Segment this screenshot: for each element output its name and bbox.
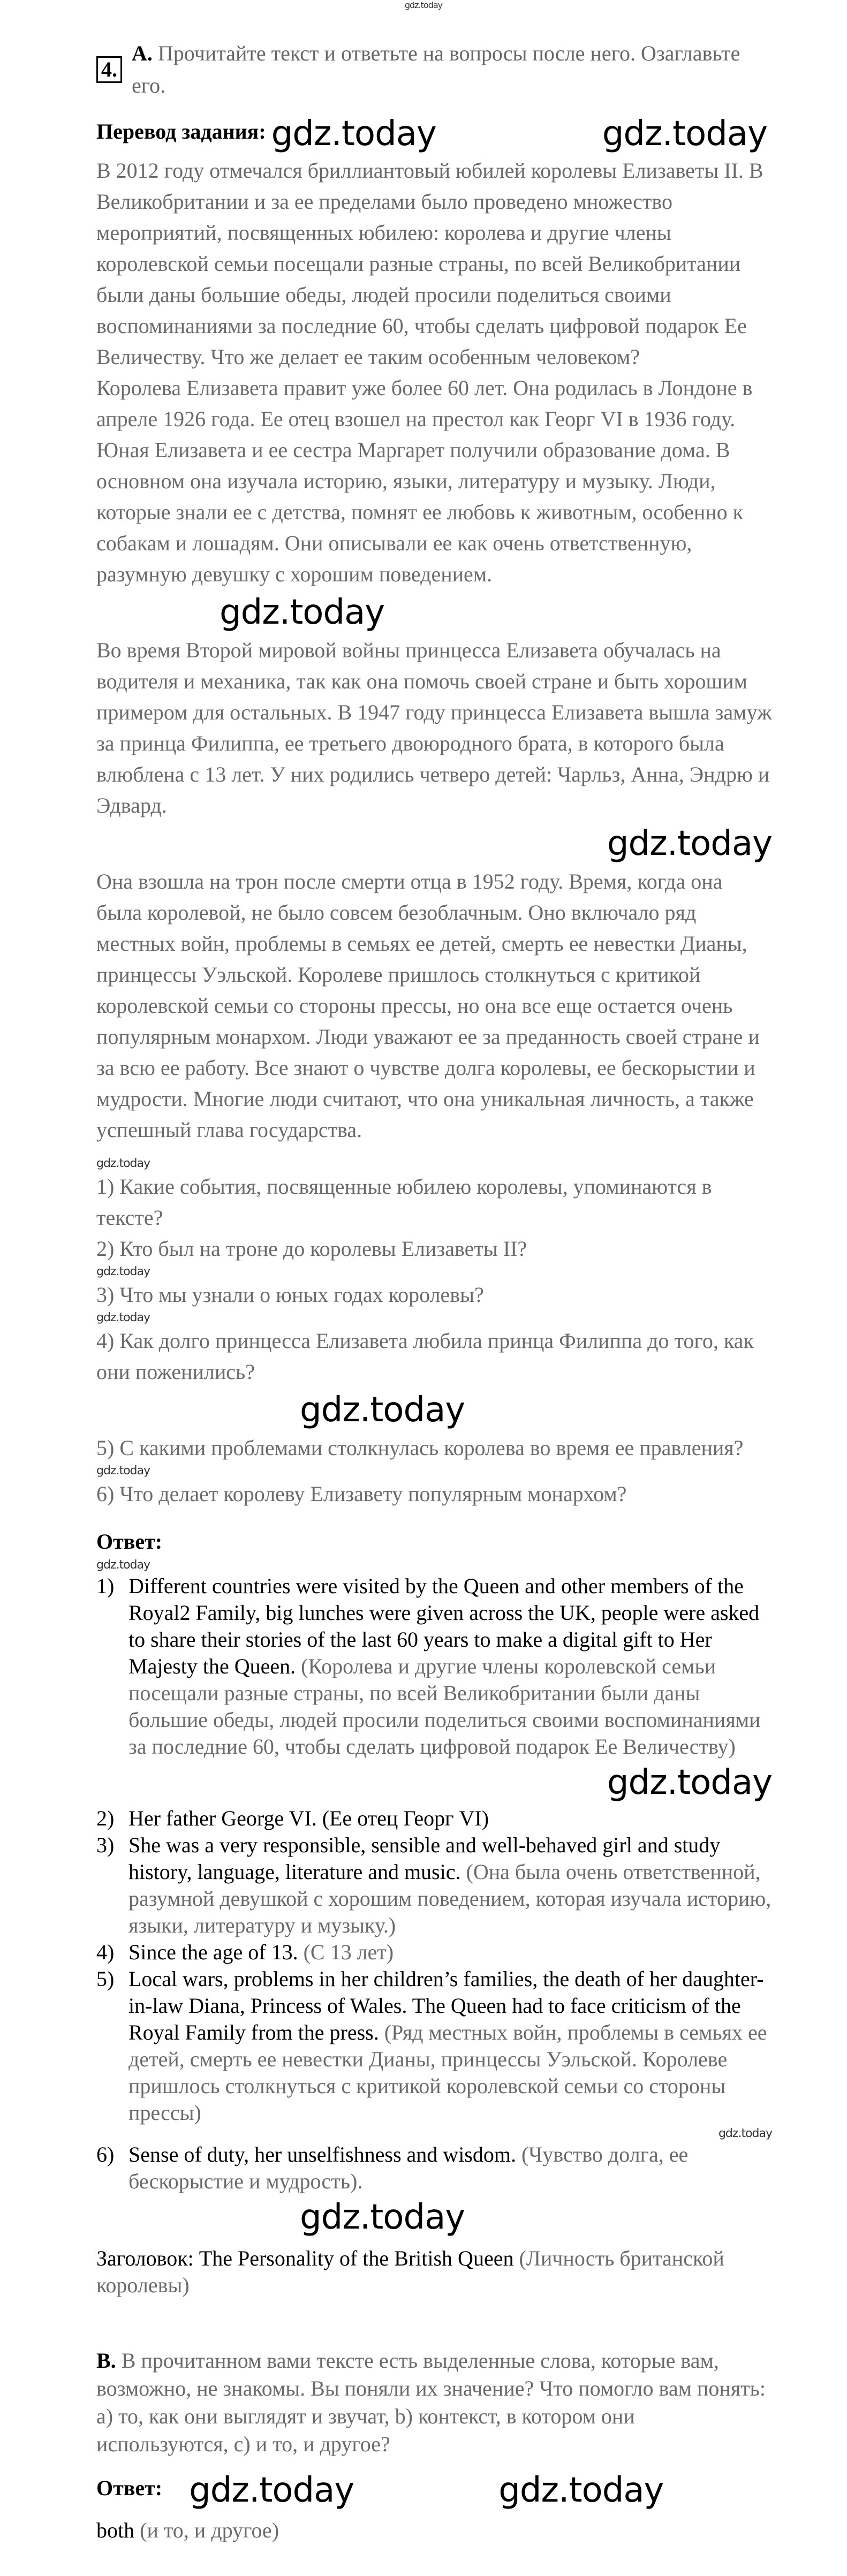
watermark-logo: gdz.today <box>607 1763 772 1802</box>
answer-english: Since the age of 13. <box>128 1940 298 1964</box>
answer-number: 1) <box>96 1574 115 1598</box>
watermark-logo: gdz.today <box>498 2471 664 2510</box>
watermark-logo: gdz.today <box>607 824 772 863</box>
answer-number: 2) <box>96 1806 115 1830</box>
answer-item <box>96 1573 772 1760</box>
answer-label: Ответ: <box>96 1529 163 1554</box>
answer-english: Sense of duty, her unselfishness and wisdom. <box>128 2142 516 2166</box>
text-paragraph-2: Королева Елизавета правит уже более 60 лет. Она родилась в Лондоне в апреле 1926 года. Ее отец взошел на престол как Георг VI в 1936 году. Юная Елизавета и ее сестра Маргарет получили образование дома. В основном она изучала историю, языки, литературу и музыку. Люди, которые знали ее с детства, помнят ее любовь к животным, особенно к собакам и лошадям. Они описывали ее как очень ответственную, разумную девушку с хорошим поведением. <box>96 376 753 586</box>
watermark-logo: gdz.today <box>96 1464 150 1478</box>
question: 3) Что мы узнали о юных годах королевы? <box>96 1283 484 1307</box>
task-b-answer-english: both <box>96 2518 135 2542</box>
text-paragraph-3: Во время Второй мировой войны принцесса Елизавета обучалась на водителя и механика, так как она помочь своей стране и быть хорошим примером для остальных. В 1947 году принцесса Елизавета вышла замуж за принца Филиппа, ее третьего двоюродного брата, в которого была влюблена с 13 лет. У них родились четверо детей: Чарльз, Анна, Эндрю и Эдвард. <box>96 638 772 817</box>
watermark-logo: gdz.today <box>300 2198 465 2237</box>
answer-english: She was a very responsible, sensible and well-behaved girl and study history, language, literature and music. <box>128 1833 721 1884</box>
task-b <box>96 2347 772 2458</box>
watermark-logo: gdz.today <box>220 593 385 632</box>
answer-english: Different countries were visited by the Queen and other members of the Royal2 Family, big lunches were given across the UK, people were asked to share their stories of the last 60 years to make a digital gift to Her Majesty the Queen. <box>128 1574 760 1678</box>
translation-label: Перевод задания: <box>96 119 266 144</box>
translation-row <box>96 112 772 155</box>
answer-number: 3) <box>96 1833 115 1857</box>
answer-russian: (Ряд местных войн, проблемы в семьях ее детей, смерть ее невестки Дианы, принцессы Уэльской. Королеве пришлось столкнуться с критикой королевской семьи со стороны прессы) <box>128 2020 767 2125</box>
title-english: The Personality of the British Queen <box>199 2246 514 2270</box>
questions-list <box>96 1156 772 1510</box>
answer-number: 6) <box>96 2142 115 2166</box>
watermark-logo: gdz.today <box>404 0 443 10</box>
answer-item <box>96 1966 772 2126</box>
document-page <box>96 0 772 2576</box>
task-header <box>96 37 772 102</box>
watermark-logo: gdz.today <box>96 1265 150 1278</box>
task-number: 4. <box>96 56 122 83</box>
task-b-answer <box>96 2517 772 2544</box>
watermark-logo: gdz.today <box>189 2471 354 2510</box>
task-b-answer-row <box>96 2469 772 2512</box>
answer-russian: (С 13 лет) <box>303 1940 394 1964</box>
text-paragraph-4: Она взошла на трон после смерти отца в 1952 году. Время, когда она была королевой, не было совсем безоблачным. Оно включало ряд местных войн, проблемы в семьях ее детей, смерть ее невестки Дианы, принцессы Уэльской. Королеве пришлось столкнуться с критикой королевской семьи со стороны прессы, но она все еще остается очень популярным монархом. Люди уважают ее за преданность своей стране и за всю ее работу. Все знают о чувстве долга королевы, ее бескорыстии и мудрости. Многие люди считают, что она уникальная личность, а также успешный глава государства. <box>96 869 760 1142</box>
watermark-logo: gdz.today <box>96 1157 150 1170</box>
task-b-instruction: В прочитанном вами тексте есть выделенные слова, которые вам, возможно, не знакомы. Вы поняли их значение? Что помогло вам понять: a) то, как они выглядят и звучат, b) контекст, в котором они используются, c) и то, и другое? <box>96 2348 766 2456</box>
question: 4) Как долго принцесса Елизавета любила принца Филиппа до того, как они поженились? <box>96 1329 754 1384</box>
task-b-answer-russian: (и то, и другое) <box>140 2518 279 2542</box>
watermark-logo: gdz.today <box>96 1311 150 1324</box>
question: 2) Кто был на троне до королевы Елизаветы II? <box>96 1237 527 1261</box>
answer-item <box>96 1805 772 1832</box>
watermark-logo: gdz.today <box>300 1390 465 1430</box>
answer-item <box>96 1832 772 1939</box>
title-label: Заголовок: <box>96 2246 194 2270</box>
answer-russian: (Королева и другие члены королевской семьи посещали разные страны, по всей Великобритании были даны большие обеды, людей просили поделиться своими воспоминаниями за последние 60, чтобы сделать цифровой подарок Ее Величеству) <box>128 1654 761 1759</box>
answer-russian: (Чувство долга, ее бескорыстие и мудрость). <box>128 2142 689 2193</box>
answer-title <box>96 2245 772 2299</box>
task-b-letter: B. <box>96 2348 116 2373</box>
question: 6) Что делает королеву Елизавету популярным монархом? <box>96 1482 627 1506</box>
question: 1) Какие события, посвященные юбилею королевы, упоминаются в тексте? <box>96 1175 712 1230</box>
answer-number: 5) <box>96 1967 115 1991</box>
answer-item <box>96 2141 772 2195</box>
text-paragraph-1: В 2012 году отмечался бриллиантовый юбилей королевы Елизаветы II. В Великобритании и за ее пределами было проведено множество мероприятий, посвященных юбилею: королева и другие члены королевской семьи посещали разные страны, по всей Великобритании были даны большие обеды, людей просили поделиться своими воспоминаниями за последние 60, чтобы сделать цифровой подарок Ее Величеству. Что же делает ее таким особенным человеком? <box>96 158 763 369</box>
question: 5) С какими проблемами столкнулась королева во время ее правления? <box>96 1436 744 1460</box>
task-letter: A. <box>132 41 153 65</box>
answer-english: Local wars, problems in her children’s families, the death of her daughter-in-law Diana, Princess of Wales. The Queen had to face criticism of the Royal Family from the press. <box>128 1967 764 2044</box>
answer-item <box>96 1939 772 1966</box>
answer-russian: (Она была очень ответственной, разумной девушкой с хорошим поведением, которая изучала историю, языки, литературу и музыку.) <box>128 1860 772 1937</box>
task-instruction: Прочитайте текст и ответьте на вопросы после него. Озаглавьте его. <box>132 41 740 97</box>
watermark-logo: gdz.today <box>602 114 767 154</box>
title-russian: (Личность британской королевы) <box>96 2246 724 2297</box>
watermark-logo: gdz.today <box>718 2127 772 2140</box>
watermark-logo: gdz.today <box>96 1558 150 1572</box>
answer-number: 4) <box>96 1940 115 1964</box>
watermark-logo: gdz.today <box>271 114 436 154</box>
answer-english: Her father George VI. (Ее отец Георг VI) <box>128 1806 489 1830</box>
answers-list <box>96 1558 772 2195</box>
task-b-answer-label: Ответ: <box>96 2476 163 2501</box>
